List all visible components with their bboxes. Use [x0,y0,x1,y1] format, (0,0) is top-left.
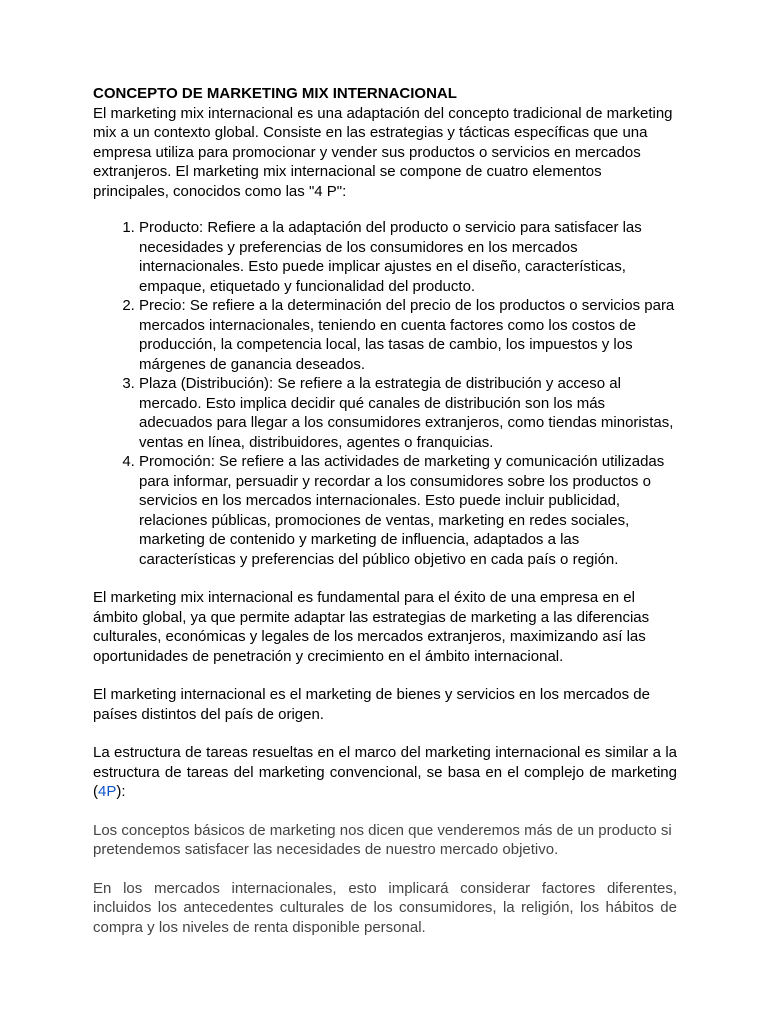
list-item-plaza: 3. Plaza (Distribución): Se refiere a la estrategia de distribución y acceso al mercado. Esto implica decidir qué canales de distribución son los más adecuados para llegar a los consumidores extranjeros, como tiendas minoristas, ventas en línea, distribuidores, agentes o franquicias. [139,374,677,452]
list-item-producto: 1. Producto: Refiere a la adaptación del producto o servicio para satisfacer las necesidades y preferencias de los consumidores en los mercados internacionales. Esto puede implicar ajustes en el diseño, características, empaque, etiquetado y funcionalidad del producto. [139,218,677,296]
paragraph-structure [93,743,677,802]
intro-paragraph: El marketing mix internacional es una adaptación del concepto tradicional de marketing mix a un contexto global. Consiste en las estrategias y tácticas específicas que una empresa utiliza para promocionar y vender sus productos o servicios en mercados extranjeros. El marketing mix internacional se compone de cuatro elementos principales, conocidos como las "4 P": [93,104,673,200]
paragraph-definition: El marketing internacional es el marketing de bienes y servicios en los mercados de países distintos del país de origen. [93,686,650,723]
list-item-precio: 2. Precio: Se refiere a la determinación del precio de los productos o servicios para mercados internacionales, teniendo en cuenta factores como los costos de producción, la competencia local, las tasas de cambio, los impuestos y los márgenes de ganancia deseados. [139,296,677,374]
document-title: CONCEPTO DE MARKETING MIX INTERNACIONAL [93,85,457,102]
document-page [93,84,677,937]
four-p-link[interactable]: 4P [98,783,117,800]
structure-text: La estructura de tareas resueltas en el marco del marketing internacional es similar a la estructura de tareas del marketing convencional, se basa en el complejo de marketing ( [93,744,677,800]
paragraph-basic-concepts: Los conceptos básicos de marketing nos dicen que venderemos más de un producto si pretendemos satisfacer las necesidades de nuestro mercado objetivo. [93,821,672,858]
list-item-promocion: 4. Promoción: Se refiere a las actividades de marketing y comunicación utilizadas para informar, persuadir y recordar a los consumidores sobre los productos o servicios en los mercados internacionales. Esto puede incluir publicidad, relaciones públicas, promociones de ventas, marketing en redes sociales, marketing de contenido y marketing de influencia, adaptados a las características y preferencias del público objetivo en cada país o región. [139,452,677,569]
four-p-list [93,218,677,569]
paragraph-importance: El marketing mix internacional es fundamental para el éxito de una empresa en el ámbito global, ya que permite adaptar las estrategias de marketing a las diferencias culturales, económicas y legales de los mercados extranjeros, maximizando así las oportunidades de penetración y crecimiento en el ámbito internacional. [93,589,650,665]
structure-text-end: ): [116,783,126,800]
paragraph-international-markets: En los mercados internacionales, esto implicará considerar factores diferentes, incluidos los antecedentes culturales de los consumidores, la religión, los hábitos de compra y los niveles de renta disponible personal. [93,879,677,936]
